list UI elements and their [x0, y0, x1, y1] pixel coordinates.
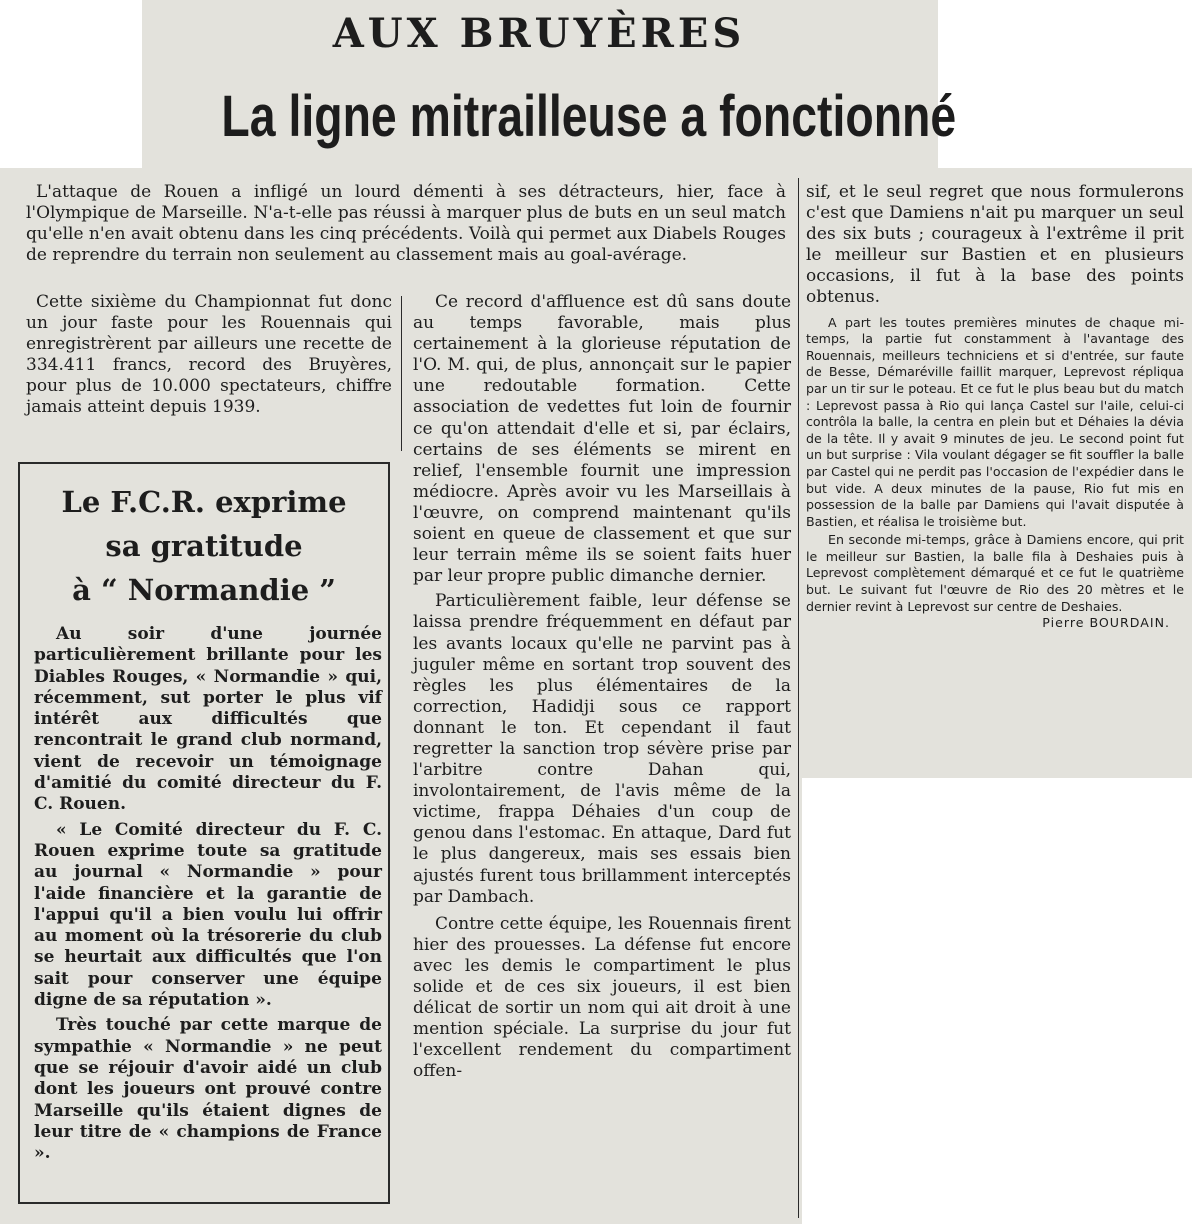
- col2-paragraph-1: Ce record d'affluence est dû sans doute au temps favorable, mais plus certainement à la glorieuse réputation de l'O. M. qui, de plus, annonçait sur le papier une redoutable formation. Cette association de vedettes fut loin de fournir ce qu'on attendait d'elle et si, par éclairs, certains de ses éléments se mirent en relief, l'ensemble fournit une impression médiocre. Après avoir vu les Marseillais à l'œuvre, on comprend maintenant qu'ils soient en queue de classement et que sur leur terrain même ils se soient faits huer par leur propre public dimanche dernier.: [413, 292, 791, 587]
- headline-title: La ligne mitrailleuse a fonctionné: [221, 84, 957, 149]
- col3: [806, 182, 1184, 632]
- gratitude-box: [18, 462, 390, 1204]
- kicker-title: AUX BRUYÈRES: [332, 10, 746, 57]
- box-paragraph-1: Au soir d'une journée particulièrement brillante pour les Diables Rouges, « Normandie » qui, récemment, sut porter le plus vif intérêt aux difficultés que rencontrait le grand club normand, vient de recevoir un témoignage d'amitié du comité directeur du F. C. Rouen.: [34, 624, 382, 815]
- col3-paragraph-1: sif, et le seul regret que nous formulerons c'est que Damiens n'ait pu marquer un seul des six buts ; courageux à l'extrême il prit le meilleur sur Bastien et en plusieurs occasions, il fut à la base des points obtenus.: [806, 182, 1184, 308]
- col2-paragraph-3: Contre cette équipe, les Rouennais firent hier des prouesses. La défense fut encore avec les demis le compartiment le plus solide et de ces six joueurs, il est bien délicat de sortir un nom qui ait droit à une mention spéciale. La surprise du jour fut l'excellent rendement du compartiment offen-: [413, 913, 791, 1082]
- column-divider-1: [401, 296, 402, 451]
- box-title-line1: Le F.C.R. exprime: [61, 485, 347, 519]
- col2-paragraph-2: Particulièrement faible, leur défense se laissa prendre fréquemment en défaut par les avants locaux qu'elle ne parvint pas à juguler même en sortant trop souvent des règles les plus élémentaires de la correction, Hadidji sous ce rapport donnant le ton. Et cependant il faut regretter la sanction trop sévère prise par l'arbitre contre Dahan qui, involontairement, de l'avis même de la victime, frappa Déhaies d'un coup de genou dans l'estomac. En attaque, Dard fut le plus dangereux, mais ses essais bien ajustés furent tous brillamment interceptés par Dambach.: [413, 591, 791, 907]
- col3-paragraph-3: En seconde mi-temps, grâce à Damiens encore, qui prit le meilleur sur Bastien, la balle fila à Deshaies puis à Leprevost complètement démarqué et ce fut le quatrième but. Le suivant fut l'œuvre de Rio des 20 mètres et le dernier revint à Leprevost sur centre de Deshaies.: [806, 532, 1184, 614]
- box-paragraph-2: « Le Comité directeur du F. C. Rouen exprime toute sa gratitude au journal « Normandie » pour l'aide financière et la garantie de l'appui qu'il a bien voulu lui offrir au moment où la trésorerie du club se heurtait aux difficultés que l'on sait pour conserver une équipe digne de sa réputation ».: [34, 819, 382, 1011]
- col2: [413, 292, 791, 1082]
- box-title-line3: à “ Normandie ”: [72, 573, 336, 607]
- lead-paragraph: L'attaque de Rouen a infligé un lourd démenti à ses détracteurs, hier, face à l'Olympique de Marseille. N'a-t-elle pas réussi à marquer plus de buts en un seul match qu'elle n'en avait obtenu dans les cinq précédents. Voilà qui permet aux Diabels Rouges de reprendre du terrain non seulement au classement mais au goal-avérage.: [26, 182, 786, 266]
- column-divider-2: [798, 178, 799, 1218]
- box-title: [20, 480, 388, 612]
- col3-paragraph-2: A part les toutes premières minutes de chaque mi-temps, la partie fut constamment à l'avantage des Rouennais, meilleurs techniciens et si d'entrée, sur faute de Besse, Démaréville faillit marquer, Leprevost répliqua par un tir sur le poteau. Et ce fut le plus beau but du match : Leprevost passa à Rio qui lança Castel sur l'aile, celui-ci contrôla la balle, la centra en plein but et Déhaies la dévia de la tête. Il y avait 9 minutes de jeu. Le second point fut un but surprise : Vila voulant dégager se fit souffler la balle par Castel qui ne perdit pas l'occasion de l'expédier dans le but vide. A deux minutes de la pause, Rio fut mis en possession de la balle par Damiens qui l'avait disputée à Bastien, et réalisa le troisième but.: [806, 314, 1184, 529]
- box-paragraph-3: Très touché par cette marque de sympathie « Normandie » ne peut que se réjouir d'avoir aidé un club dont les joueurs ont prouvé contre Marseille qu'ils étaient dignes de leur titre de « champions de France ».: [34, 1015, 382, 1164]
- signature: Pierre BOURDAIN.: [1042, 615, 1170, 631]
- col1-paragraph: Cette sixième du Championnat fut donc un jour faste pour les Rouennais qui enregistrèrent par ailleurs une recette de 334.411 francs, record des Bruyères, pour plus de 10.000 spectateurs, chiffre jamais atteint depuis 1939.: [26, 292, 392, 418]
- box-title-line2: sa gratitude: [105, 529, 303, 563]
